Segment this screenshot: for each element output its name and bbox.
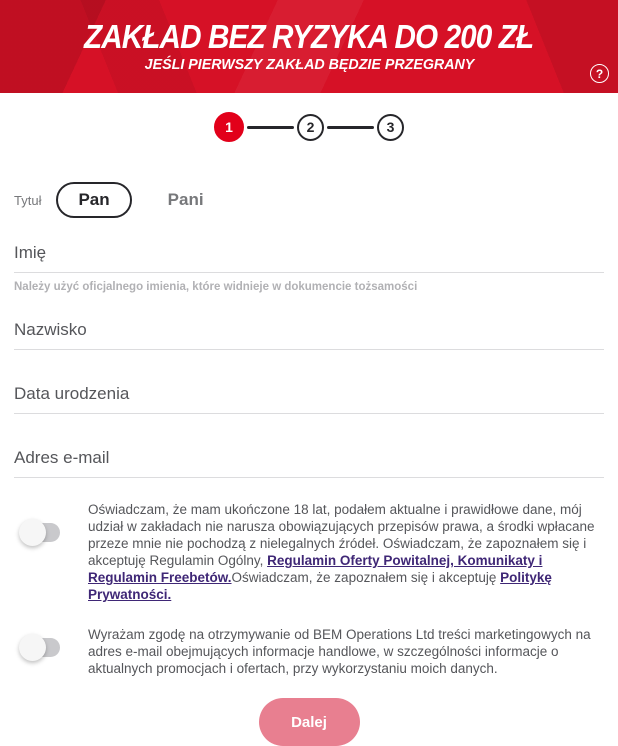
submit-row bbox=[14, 698, 604, 746]
terms-text-part2: Oświadczam, że zapoznałem się i akceptuję bbox=[231, 570, 501, 585]
last-name-input[interactable] bbox=[14, 320, 604, 350]
title-option-pani[interactable]: Pani bbox=[167, 190, 204, 209]
terms-toggle[interactable] bbox=[22, 523, 60, 542]
terms-consent-text bbox=[88, 501, 604, 603]
step-number: 2 bbox=[306, 119, 315, 135]
registration-stepper bbox=[0, 112, 618, 142]
stepper-step-3[interactable] bbox=[377, 114, 404, 141]
terms-toggle-col bbox=[14, 501, 88, 542]
marketing-toggle-col bbox=[14, 626, 88, 657]
next-button[interactable]: Dalej bbox=[259, 698, 360, 746]
registration-form bbox=[0, 182, 618, 746]
stepper-step-2[interactable] bbox=[297, 114, 324, 141]
first-name-field bbox=[14, 243, 604, 293]
last-name-field bbox=[14, 320, 604, 350]
help-icon[interactable] bbox=[590, 64, 609, 83]
marketing-consent-row bbox=[14, 626, 604, 677]
terms-text-part1: Oświadczam, że mam ukończone 18 lat, podałem aktualne i prawidłowe dane, mój udział w zakładach nie narusza obowiązujących przepisów prawa, a środki wpłacane przeze mnie nie pochodzą z nielegalnych źródeł. Oświadczam, że zapoznałem się i akceptuję Regulamin Ogólny, bbox=[88, 502, 595, 568]
marketing-toggle[interactable] bbox=[22, 638, 60, 657]
promo-banner bbox=[0, 0, 618, 93]
title-selector-row bbox=[14, 182, 604, 218]
stepper-connector bbox=[247, 126, 294, 129]
stepper-connector bbox=[327, 126, 374, 129]
question-mark-glyph: ? bbox=[595, 66, 604, 81]
toggle-knob bbox=[19, 519, 46, 546]
first-name-input[interactable] bbox=[14, 243, 604, 273]
terms-link-regulamin[interactable]: Regulamin Oferty Powitalnej, Komunikaty i Regulamin Freebetów. bbox=[88, 553, 543, 585]
toggle-knob bbox=[19, 634, 46, 661]
step-number: 1 bbox=[225, 119, 233, 135]
stepper-step-1[interactable] bbox=[214, 112, 244, 142]
marketing-consent-text: Wyrażam zgodę na otrzymywanie od BEM Operations Ltd treści marketingowych na adres e-mail obejmujących informacje handlowe, w szczególności informacje o aktualnych promocjach i ofertach, przy wykorzystaniu moich danych. bbox=[88, 627, 591, 676]
terms-link-privacy-policy[interactable]: Politykę Prywatności. bbox=[88, 570, 552, 602]
title-label: Tytuł bbox=[14, 192, 42, 208]
promo-title: ZAKŁAD BEZ RYZYKA DO 200 ZŁ bbox=[84, 17, 534, 55]
email-input[interactable] bbox=[14, 448, 604, 478]
title-option-pan[interactable]: Pan bbox=[56, 182, 131, 218]
birth-date-input[interactable] bbox=[14, 384, 604, 414]
step-number: 3 bbox=[386, 119, 395, 135]
birth-date-field bbox=[14, 384, 604, 414]
first-name-helper: Należy użyć oficjalnego imienia, które widnieje w dokumencie tożsamości bbox=[14, 281, 418, 293]
terms-consent-row bbox=[14, 501, 604, 603]
promo-subtitle: JEŚLI PIERWSZY ZAKŁAD BĘDZIE PRZEGRANY bbox=[144, 56, 474, 74]
email-field bbox=[14, 448, 604, 478]
